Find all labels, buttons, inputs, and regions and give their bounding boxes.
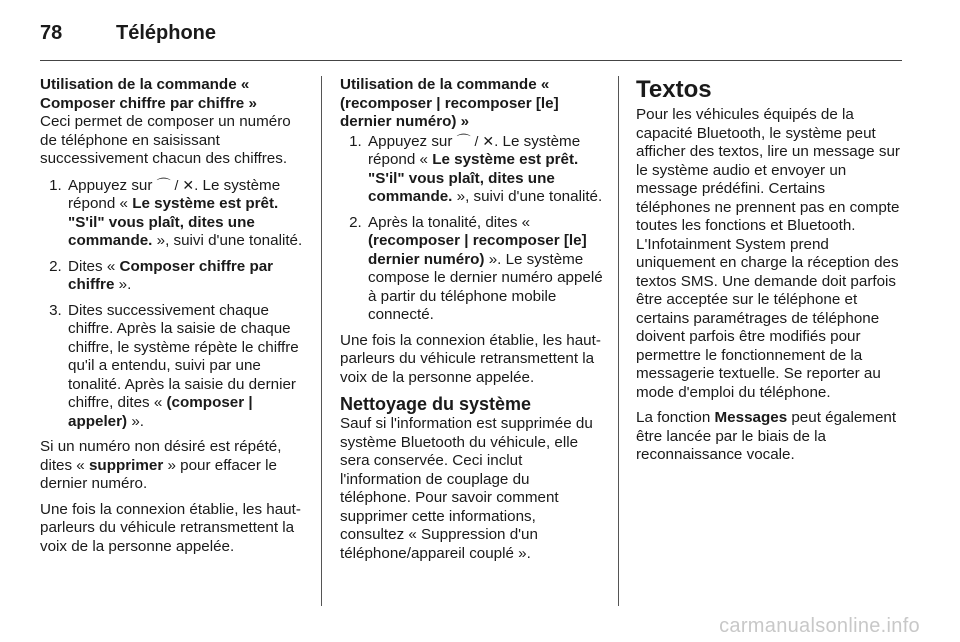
column-2	[340, 76, 603, 570]
section-heading-cleanup: Nettoyage du système	[340, 394, 532, 414]
watermark: carmanualsonline.info	[719, 615, 920, 637]
phone-icon: ⌒ / ✕	[456, 132, 495, 149]
section-heading-redial: Utilisation de la commande « (recomposer | recomposer [le] dernier numéro) »	[340, 76, 559, 130]
paragraph-messages: La fonction Messages peut également être lancée par le biais de la reconnaissance vocale.	[636, 409, 897, 463]
paragraph-connection: Une fois la connexion établie, les haut-parleurs du véhicule retransmettent la voix de la personne appelée.	[340, 331, 601, 386]
paragraph-delete: Si un numéro non désiré est répété, dites « supprimer » pour effacer le dernier numéro.	[40, 438, 282, 492]
section-heading-dial-digits: Utilisation de la commande « Composer chiffre par chiffre »	[40, 76, 257, 112]
steps-list-redial	[340, 132, 603, 325]
paragraph-connection: Une fois la connexion établie, les haut-parleurs du véhicule retransmettent la voix de la personne appelée.	[40, 500, 301, 555]
steps-list-dial-digits	[40, 176, 310, 432]
list-item: 2. Après la tonalité, dites « (recomposer | recomposer [le] dernier numéro) ». Le système compose le dernier numéro appelé à partir du téléphone mobile connecté.	[366, 214, 603, 325]
paragraph-textos: Pour les véhicules équipés de la capacité Bluetooth, le système peut afficher des textos, lire un message sur le système audio et envoyer un message prédéfini. Certains téléphones ne prennent pas en compte toutes les fonctions et Bluetooth. L'Infotainment System prend uniquement en charge la réception des textos SMS. Une demande doit parfois être acceptée sur le téléphone et certains paramétrages de téléphone doivent parfois être modifiés pour permettre le fonctionnement de la messagerie textuelle. Se reporter au mode d'emploi du téléphone.	[636, 106, 900, 401]
list-item: 2. Dites « Composer chiffre par chiffre ».	[66, 258, 310, 295]
phone-icon: ⌒ / ✕	[156, 176, 195, 193]
page-title: Téléphone	[116, 21, 217, 44]
column-3	[636, 76, 900, 472]
header-rule	[40, 60, 902, 61]
page-header	[40, 18, 216, 48]
list-item: 3. Dites successivement chaque chiffre. Après la saisie de chaque chiffre, le système répète le chiffre qu'il a entendu, suivi par une tonalité. Après la saisie du dernier chiffre, dites « (composer | appeler) ».	[66, 302, 310, 432]
list-item: 1. Appuyez sur ⌒ / ✕. Le système répond « Le système est prêt. "S'il" vous plaît, dites une commande. », suivi d'une tonalité.	[366, 132, 603, 207]
column-divider-1	[321, 76, 322, 606]
page-number: 78	[40, 21, 63, 44]
list-item: 1. Appuyez sur ⌒ / ✕. Le système répond « Le système est prêt. "S'il" vous plaît, dites une commande. », suivi d'une tonalité.	[66, 176, 310, 251]
column-divider-2	[618, 76, 619, 606]
paragraph-cleanup: Sauf si l'information est supprimée du système Bluetooth du véhicule, elle sera conservée. Ceci inclut l'information de couplage du téléphone. Pour savoir comment supprimer cette informations, consultez « Suppression d'un téléphone/appareil couplé ».	[340, 415, 593, 562]
intro-paragraph: Ceci permet de composer un numéro de téléphone en saisissant successivement chacun des chiffres.	[40, 113, 291, 167]
column-1	[40, 76, 310, 563]
section-heading-textos: Textos	[636, 76, 712, 103]
